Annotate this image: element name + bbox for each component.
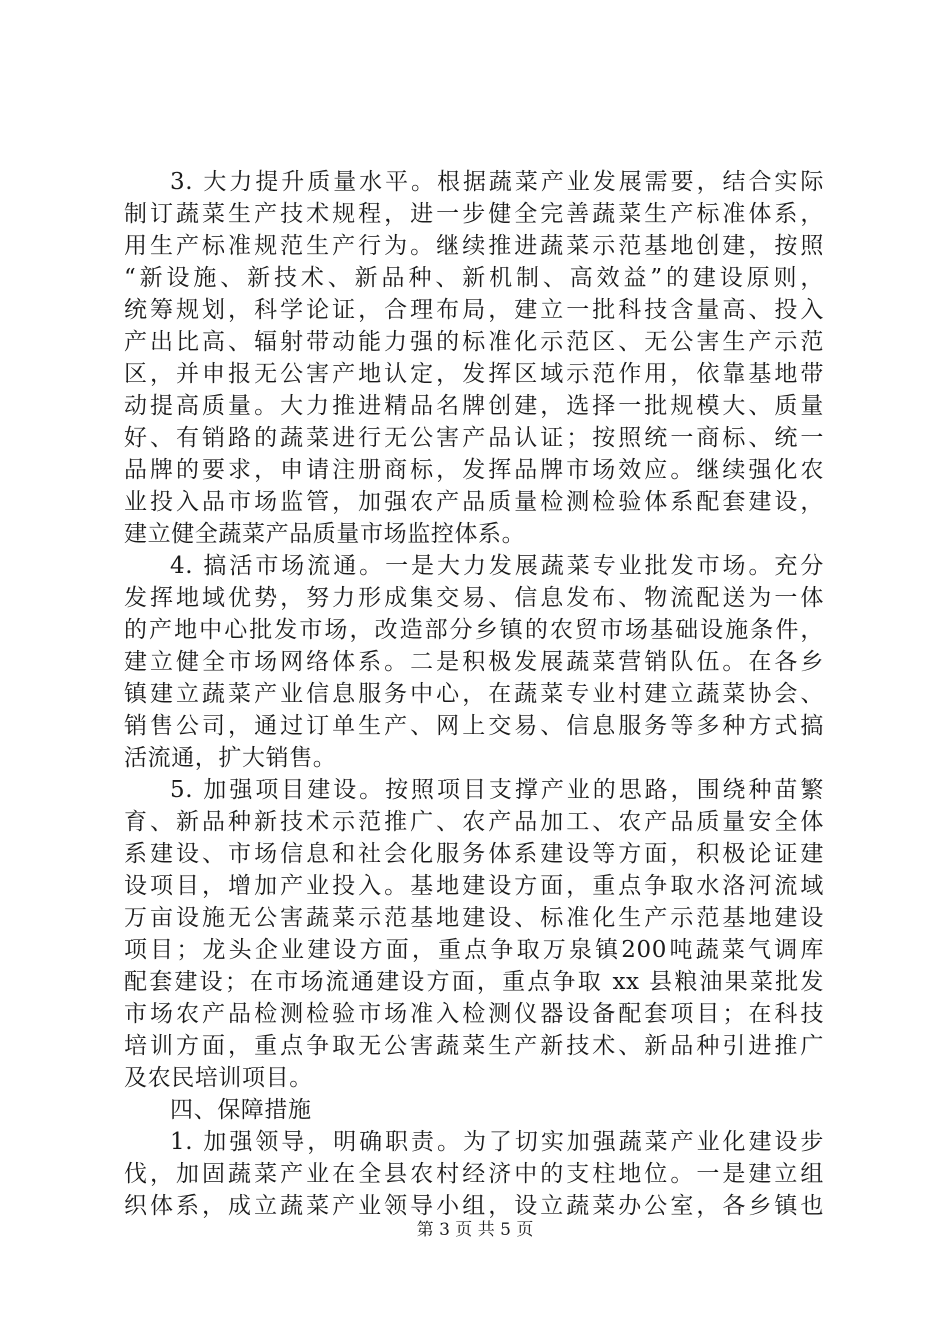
text-line: 伐，加固蔬菜产业在全县农村经济中的支柱地位。一是建立组	[124, 1161, 824, 1187]
text-line: 织体系，成立蔬菜产业领导小组，设立蔬菜办公室，各乡镇也	[124, 1193, 824, 1219]
text-line: 项目；龙头企业建设方面，重点争取万泉镇200吨蔬菜气调库	[124, 937, 824, 963]
page-footer	[0, 1219, 950, 1241]
text-line: 发挥地域优势，努力形成集交易、信息发布、物流配送为一体	[124, 585, 824, 611]
text-line: 设项目，增加产业投入。基地建设方面，重点争取水洛河流域	[124, 873, 824, 899]
text-line: 万亩设施无公害蔬菜示范基地建设、标准化生产示范基地建设	[124, 905, 824, 931]
text-line: 区，并申报无公害产地认定，发挥区域示范作用，依靠基地带	[124, 361, 824, 387]
text-line: 镇建立蔬菜产业信息服务中心，在蔬菜专业村建立蔬菜协会、	[124, 681, 824, 707]
text-line: 配套建设；在市场流通建设方面，重点争取 xx 县粮油果菜批发	[124, 969, 824, 995]
text-line: 1. 加强领导，明确职责。为了切实加强蔬菜产业化建设步	[170, 1129, 824, 1155]
text-line: 好、有销路的蔬菜进行无公害产品认证；按照统一商标、统一	[124, 425, 824, 451]
text-line: 品牌的要求，申请注册商标，发挥品牌市场效应。继续强化农	[124, 457, 824, 483]
text-line: 建立健全蔬菜产品质量市场监控体系。	[124, 521, 526, 547]
text-line: 市场农产品检测检验市场准入检测仪器设备配套项目；在科技	[124, 1001, 824, 1027]
text-line: 活流通，扩大销售。	[124, 745, 337, 771]
text-line: 业投入品市场监管，加强农产品质量检测检验体系配套建设，	[124, 489, 824, 515]
text-line: 产出比高、辐射带动能力强的标准化示范区、无公害生产示范	[124, 329, 824, 355]
text-line: 5. 加强项目建设。按照项目支撑产业的思路，围绕种苗繁	[170, 777, 824, 803]
paragraph-leadership	[124, 1126, 824, 1222]
text-line: 系建设、市场信息和社会化服务体系建设等方面，积极论证建	[124, 841, 824, 867]
body-text	[124, 166, 824, 1222]
section-heading-safeguards	[124, 1094, 824, 1126]
text-line: 3. 大力提升质量水平。根据蔬菜产业发展需要，结合实际	[170, 169, 824, 195]
text-line: 销售公司，通过订单生产、网上交易、信息服务等多种方式搞	[124, 713, 824, 739]
page-number: 第 3 页 共 5 页	[416, 1220, 534, 1240]
paragraph-market	[124, 550, 824, 774]
paragraph-quality	[124, 166, 824, 550]
section-heading: 四、保障措施	[170, 1097, 312, 1123]
text-line: 4. 搞活市场流通。一是大力发展蔬菜专业批发市场。充分	[170, 553, 824, 579]
text-line: 统筹规划，科学论证，合理布局，建立一批科技含量高、投入	[124, 297, 824, 323]
text-line: 培训方面，重点争取无公害蔬菜生产新技术、新品种引进推广	[124, 1033, 824, 1059]
text-line: “新设施、新技术、新品种、新机制、高效益”的建设原则，	[124, 265, 824, 291]
text-line: 的产地中心批发市场，改造部分乡镇的农贸市场基础设施条件，	[124, 617, 824, 643]
text-line: 及农民培训项目。	[124, 1065, 313, 1091]
text-line: 制订蔬菜生产技术规程，进一步健全完善蔬菜生产标准体系，	[124, 201, 824, 227]
text-line: 育、新品种新技术示范推广、农产品加工、农产品质量安全体	[124, 809, 824, 835]
text-line: 动提高质量。大力推进精品名牌创建，选择一批规模大、质量	[124, 393, 824, 419]
text-line: 用生产标准规范生产行为。继续推进蔬菜示范基地创建，按照	[124, 233, 824, 259]
text-line: 建立健全市场网络体系。二是积极发展蔬菜营销队伍。在各乡	[124, 649, 824, 675]
paragraph-projects	[124, 774, 824, 1094]
